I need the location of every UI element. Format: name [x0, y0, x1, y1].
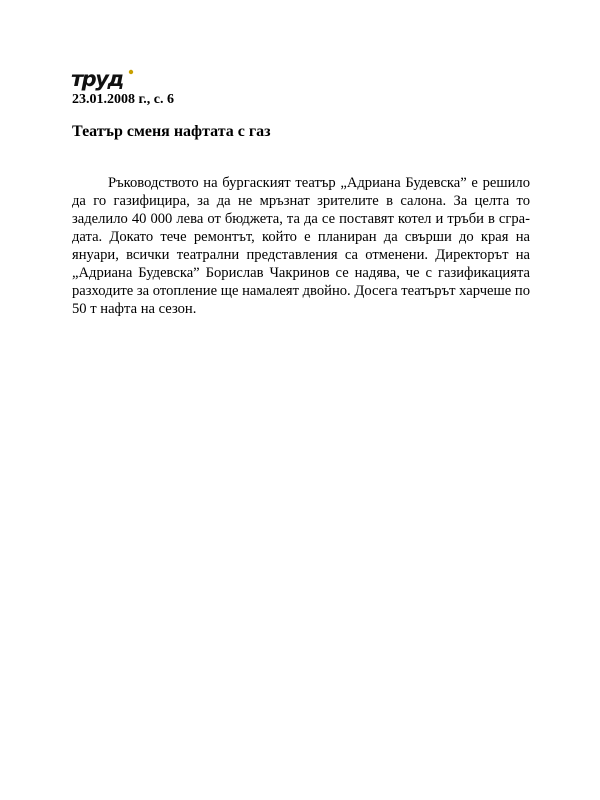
- article-line: разходите за отопление ще намалеят двойно. Досега театърът харчеше по: [72, 283, 530, 299]
- article-line: дата. Докато тече ремонтът, който е планиран да свърши до края на: [72, 229, 530, 245]
- article-line: да го газифицира, за да не мръзнат зрителите в салона. За целта то: [72, 193, 530, 209]
- trud-logo-icon: [70, 66, 142, 92]
- article-line: Ръководството на бургаският театър „Адриана Будевска” е решило: [108, 175, 530, 191]
- newspaper-logo: [70, 66, 142, 92]
- article-line: януари, всички театрални представления са отменени. Директорът на: [72, 247, 530, 263]
- article-title: Театър сменя нафтата с газ: [72, 123, 271, 140]
- article-body: [72, 174, 530, 318]
- article-line: „Адриана Будевска” Борислав Чакринов се надява, че с газификацията: [72, 265, 530, 281]
- article-line: 50 т нафта на сезон.: [72, 301, 197, 317]
- logo-accent-dot: [129, 70, 133, 74]
- logo-wordmark: труд: [71, 67, 123, 91]
- article-line: заделило 40 000 лева от бюджета, та да се поставят котел и тръби в сгра-: [72, 211, 530, 227]
- publication-date-page: 23.01.2008 г., с. 6: [72, 92, 174, 107]
